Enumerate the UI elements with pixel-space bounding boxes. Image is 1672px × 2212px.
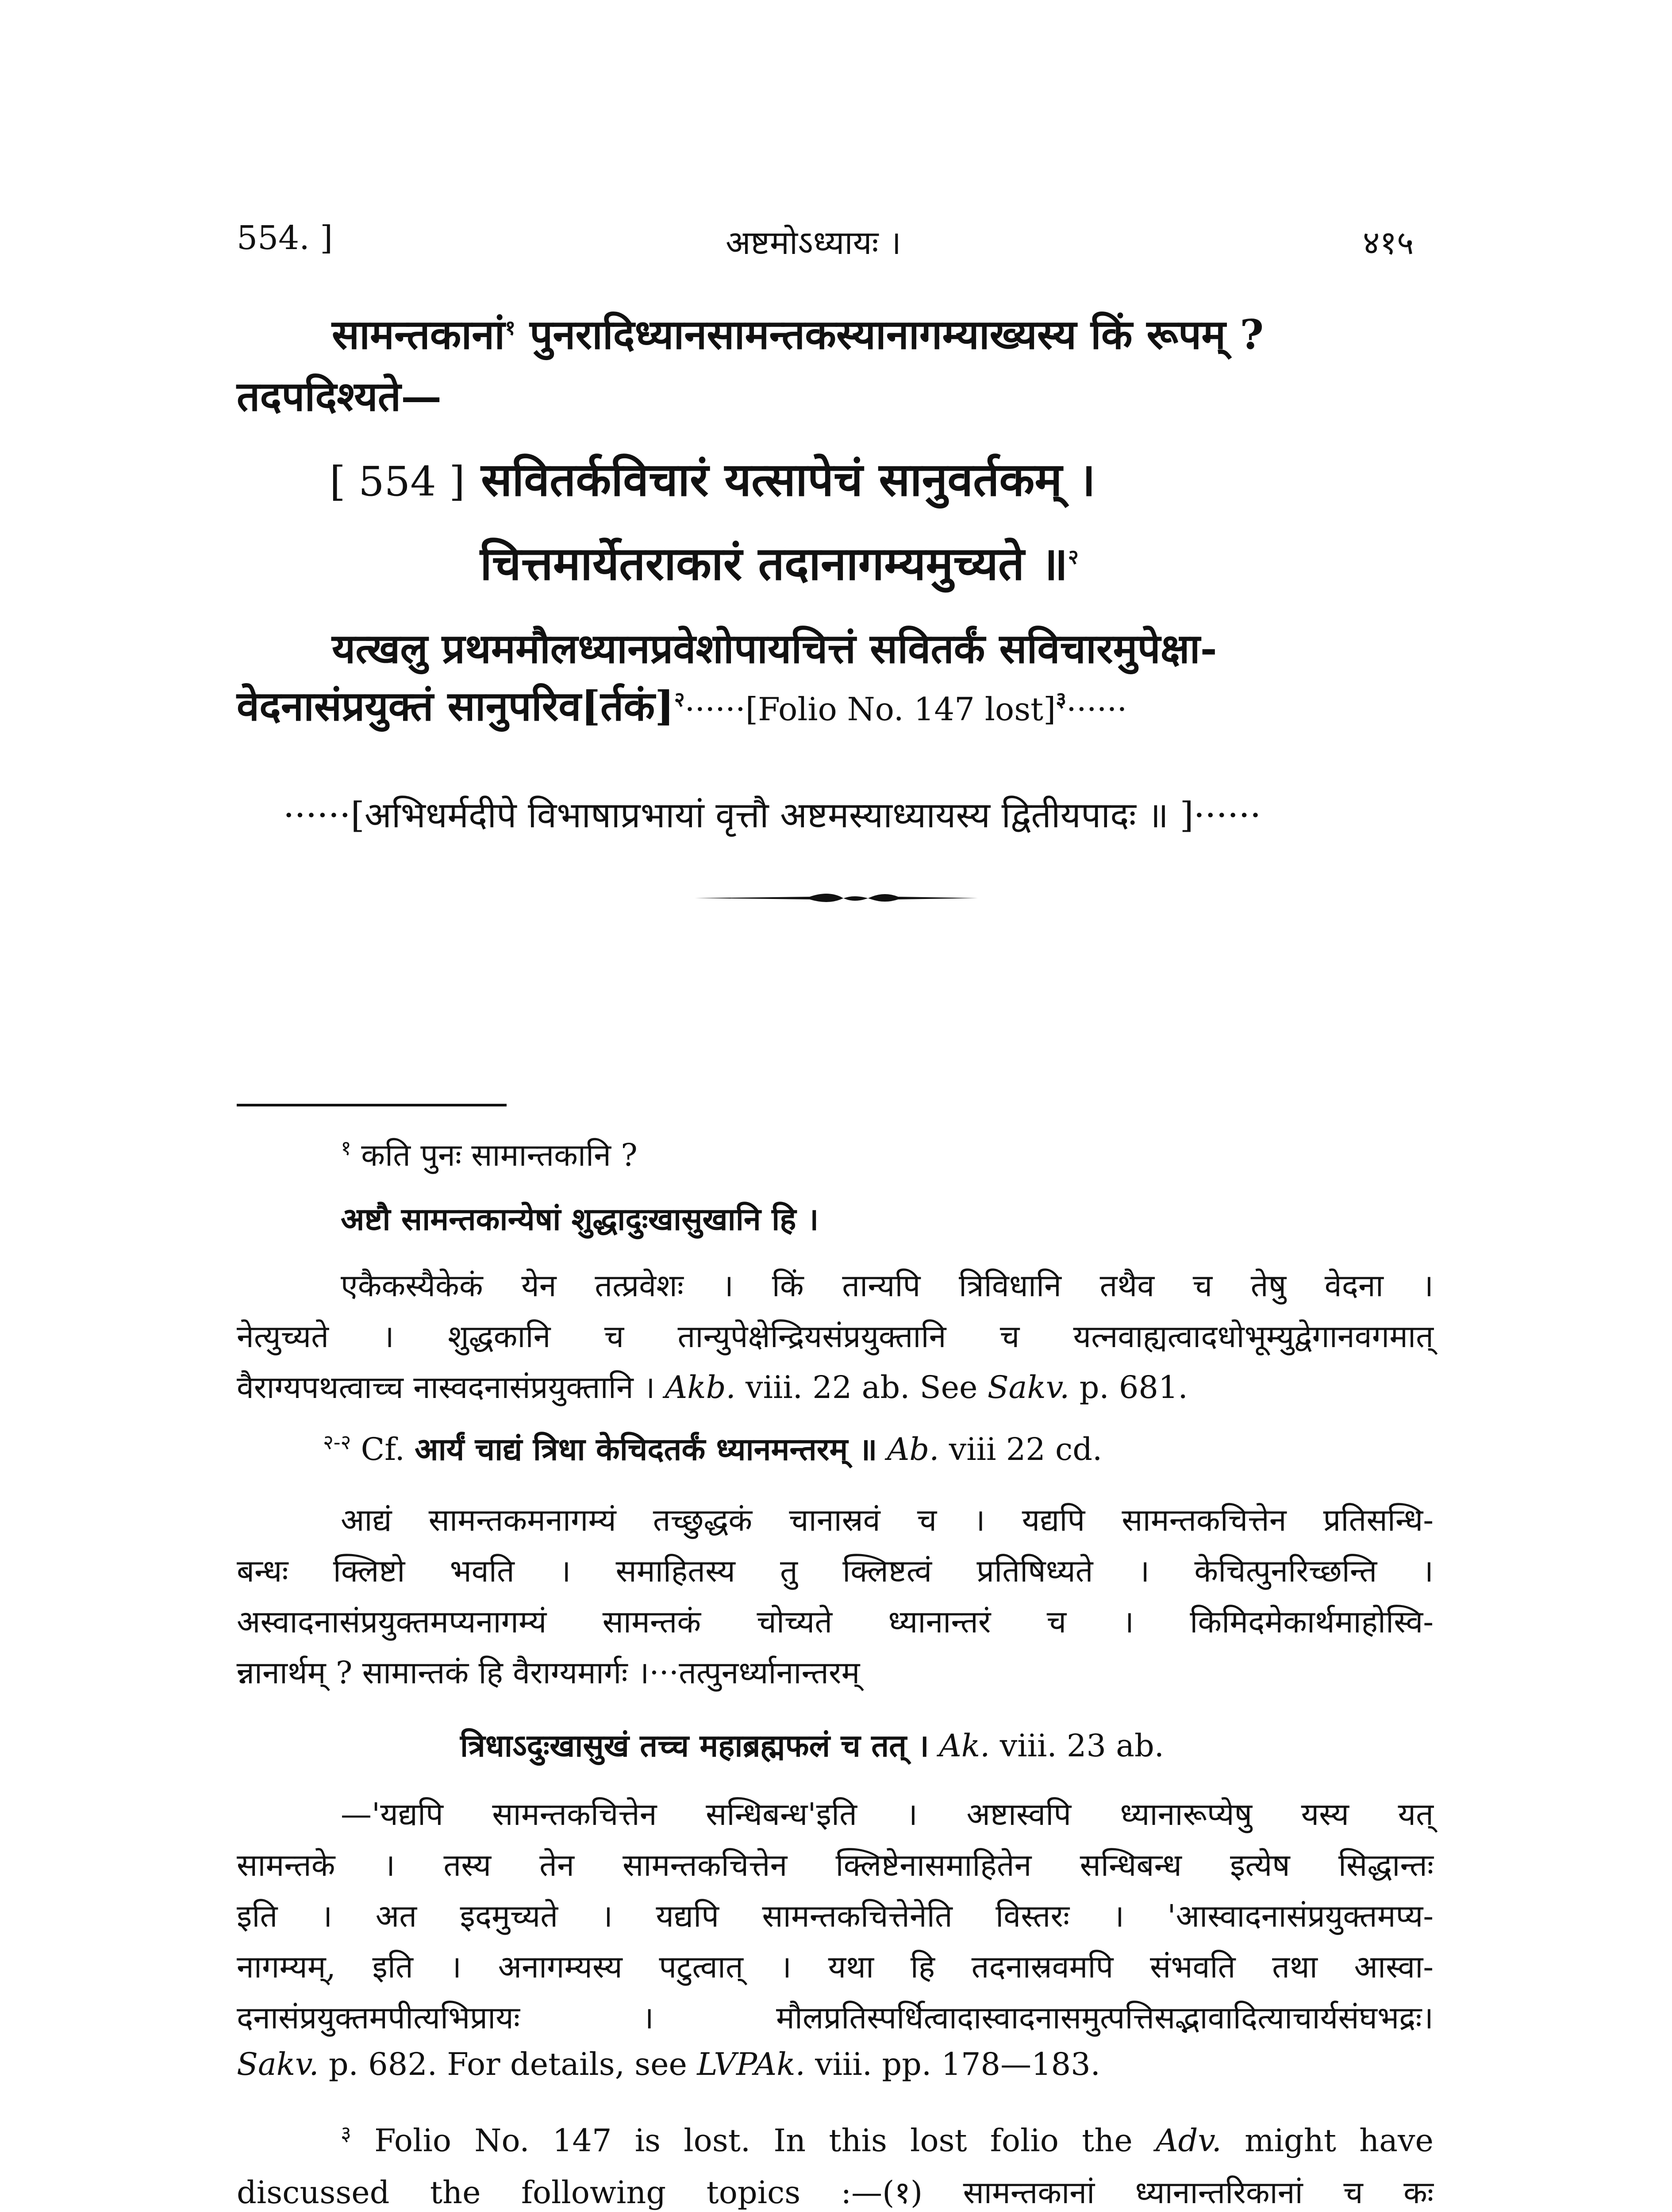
footnote-3-line-2: discussed the following topics :—(१) सामन्तकानां ध्यानान्तरिकानां च कः [237, 2174, 1434, 2211]
page-section-number: 554. ] [237, 219, 333, 257]
footnote-2-quote-3: इति । अत इदमुच्यते । यद्यपि सामन्तकचित्तेनेति विस्तरः । 'आस्वादनासंप्रयुक्तमप्य- [237, 1898, 1434, 1934]
footnote-2-mark: २-२ [323, 1430, 351, 1454]
section-ornament [695, 887, 978, 909]
page-number: ४१५ [1363, 224, 1414, 262]
footnote-1-mark: १ [341, 1136, 351, 1160]
footnote-separator [237, 1104, 507, 1106]
footnote-2-para-3: अस्वादनासंप्रयुक्तमप्यनागम्यं सामन्तकं चोच्यते ध्यानान्तरं च । किमिदमेकार्थमाहोस्वि- [237, 1604, 1434, 1640]
footnote-2-para-4: न्नानार्थम् ? सामान्तकं हि वैराग्यमार्गः ।···तत्पुनर्ध्यानान्तरम् [237, 1655, 860, 1691]
footnote-1-line-3: एकैकस्यैकेकं येन तत्प्रवेशः । किं तान्यपि त्रिविधानि तथैव च तेषु वेदना । [341, 1267, 1434, 1304]
commentary-line-2: वेदनासंप्रयुक्तं सानुपरिव[र्तकं]$^२$······[Folio No. 147 lost]$^३$······ [237, 682, 1127, 730]
footnote-1-verse: अष्टौ सामन्तकान्येषां शुद्धादुःखासुखानि हि । [341, 1201, 819, 1237]
verse-number: [ 554 ] [330, 458, 465, 505]
footnote-1-line-1: $^१$ कति पुनः सामान्तकानि ? [341, 1136, 638, 1173]
chapter-title: अष्टमोऽध्यायः । [726, 224, 902, 262]
footnote-1-line-4: नेत्युच्यते । शुद्धकानि च तान्युपेक्षेन्द्रियसंप्रयुक्तानि च यत्नवाह्यत्वादधोभूम्युद्वेगानवगमात् [237, 1318, 1434, 1355]
footnote-2-para-2: बन्धः क्लिष्टो भवति । समाहितस्य तु क्लिष्टत्वं प्रतिषिध्यते । केचित्पुनरिच्छन्ति । [237, 1553, 1434, 1589]
footnote-2-quote-5: दनासंप्रयुक्तमपीत्यभिप्रायः । मौलप्रतिस्पर्धित्वादास्वादनासमुत्पत्तिसद्भावादित्याचार्यसंघभद्रः। [237, 2000, 1434, 2036]
footnote-2-quote-4: नागम्यम्, इति । अनागम्यस्य पटुत्वात् । यथा हि तदनास्रवमपि संभवति तथा आस्वा- [237, 1949, 1434, 1985]
footnote-1-line-5: वैराग्यपथत्वाच्च नास्वदनासंप्रयुक्तानि । Akb. viii. 22 ab. See Sakv. p. 681. [237, 1369, 1188, 1406]
footnote-2-heading: $^{२-२}$ Cf. आर्यं चाद्यं त्रिधा केचिदतर्कं ध्यानमन्तरम् ॥ Ab. viii 22 cd. [323, 1430, 1103, 1467]
intro-line-2: तदपदिश्यते— [237, 373, 442, 420]
footnote-3-line-1: $^३$ Folio No. 147 is lost. In this lost folio the Adv. might have [341, 2121, 1434, 2159]
chapter-colophon: ······[अभिधर्मदीपे विभाषाप्रभायां वृत्तौ अष्टमस्याध्यायस्य द्वितीयपादः ॥ ]······ [283, 795, 1261, 836]
footnote-2-quote-1: —'यद्यपि सामन्तकचित्तेन सन्धिबन्ध'इति । अष्टास्वपि ध्यानारूप्येषु यस्य यत् [341, 1796, 1434, 1832]
footnote-ref-1: १ [505, 315, 516, 340]
footnote-ref-2: २ [1068, 545, 1079, 569]
folio-lost-note: ······[Folio No. 147 lost] [684, 691, 1056, 728]
footnote-2-citation: Sakv. p. 682. For details, see LVPAk. viii. pp. 178—183. [237, 2046, 1100, 2082]
commentary-line-1: यत्खलु प्रथममौलध्यानप्रवेशोपायचित्तं सवितर्कं सविचारमुपेक्षा- [332, 625, 1217, 672]
footnote-2-verse-2: त्रिधाऽदुःखासुखं तच्च महाब्रह्मफलं च तत् । Ak. viii. 23 ab. [460, 1727, 1165, 1764]
intro-line-1: सामन्तकानां$^१$ पुनरादिध्यानसामन्तकस्यानागम्याख्यस्य किं रूपम् ? [332, 311, 1264, 358]
footnote-2-quote-2: सामन्तके । तस्य तेन सामन्तकचित्तेन क्लिष्टेनासमाहितेन सन्धिबन्ध इत्येष सिद्धान्तः [237, 1847, 1434, 1883]
verse-line-1: [ 554 ] सवितर्कविचारं यत्सापेचं सानुवर्तकम् । [330, 452, 1096, 507]
footnote-2-para-1: आद्यं सामन्तकमनागम्यं तच्छुद्धकं चानास्रवं च । यद्यपि सामन्तकचित्तेन प्रतिसन्धि- [341, 1502, 1434, 1538]
footnote-3-mark: ३ [341, 2121, 351, 2145]
verse-line-2: चित्तमार्येतराकारं तदानागम्यमुच्यते ॥$^२$ [480, 536, 1079, 591]
